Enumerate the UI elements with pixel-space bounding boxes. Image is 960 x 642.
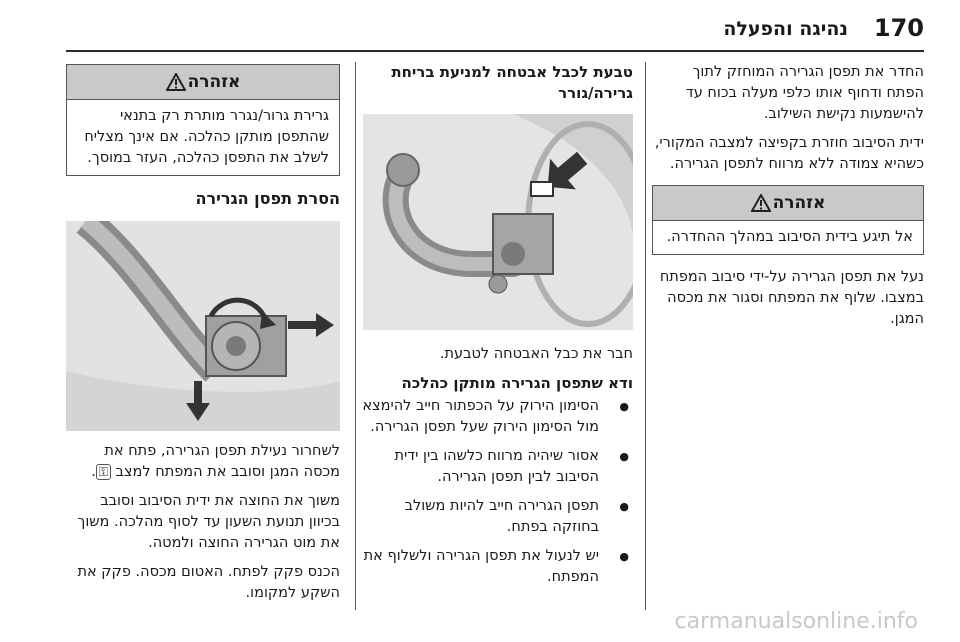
column-divider — [355, 62, 356, 610]
warning-triangle-icon — [166, 73, 186, 91]
middle-column — [361, 62, 633, 596]
lock-instructions: נעל את תפסן הגרירה על-ידי סיבוב המפתח במצבו. שלוף את המפתח וסגור את מכסה המגן. — [659, 269, 924, 327]
insert-instructions: החדר את תפסן הגרירה המוחזק לתוך הפתח ודחוף אותו כלפי מעלה בכוח עד להישמעות נקישת השילוב. — [685, 64, 924, 122]
section-heading: טבעת לכבל אבטחה למניעת בריחת גרירה/גורר — [391, 63, 633, 102]
page-number: 170 — [873, 14, 924, 42]
list-item: ● תפסן הגרירה חייב להיות משולב בחוזקה בפתח. — [361, 496, 633, 538]
left-column — [66, 62, 340, 612]
tow-bar-removal-figure — [66, 221, 340, 431]
warning-title: אזהרה — [187, 71, 241, 92]
warning-triangle-icon — [751, 194, 771, 212]
tow-bar-ring-illustration — [363, 114, 633, 330]
tow-bar-removal-illustration — [66, 221, 340, 431]
section-heading: הסרת תפסן הגרירה — [195, 189, 340, 208]
header-rule — [66, 50, 924, 52]
chapter-title: נהיגה והפעלה — [723, 18, 848, 40]
warning-text: אל תיגע בידית הסיבוב במהלך ההחדרה. — [666, 229, 913, 245]
unlock-text: לשחרור נעילת תפסן הגרירה, פתח את מכסה המגן וסובב את המפתח למצב — [104, 443, 340, 480]
handle-return-note: ידית הסיבוב חוזרת בקפיצה למצבה המקורי, כשהיא צמודה ללא מרווח לתפסן הגרירה. — [654, 135, 924, 172]
list-item: ● אסור שיהיה מרווח כלשהו בין ידית הסיבוב לבין תפסן הגרירה. — [361, 446, 633, 488]
list-item: ● יש לנעול את תפסן הגרירה ולשלוף את המפתח. — [361, 546, 633, 588]
check-heading: ודא שתפסן הגרירה מותקן כהלכה — [401, 374, 633, 392]
removal-instructions: משוך את החוצה את ידית הסיבוב וסובב בכיוון תנועת השעון עד לסוף מהלכה. משוך את מוט הגרירה החוצה ולמטה. — [77, 493, 340, 551]
warning-title: אזהרה — [772, 192, 826, 213]
warning-header — [653, 186, 923, 221]
column-divider — [645, 62, 646, 610]
check-list — [361, 396, 633, 588]
safety-cable-ring-figure — [363, 114, 633, 330]
list-item: ● הסימון הירוק על הכפתור חייב להימצא מול הסימון הירוק שעל תפסן הגרירה. — [361, 396, 633, 438]
warning-box — [652, 185, 924, 255]
warning-header — [67, 65, 339, 100]
unlock-instructions: לשחרור נעילת תפסן הגרירה, פתח את מכסה המגן וסובב את המפתח למצב ⚿. — [91, 443, 340, 480]
warning-text: גרירת גרור/נגרר מותרת רק בתנאי שהתפסן מותקן כהלכה. אם אינך מצליח לשלב את התפסן כהלכה, העזר במוסך. — [84, 108, 329, 166]
figure-caption: חבר את כבל האבטחה לטבעת. — [439, 346, 633, 362]
page-header — [0, 14, 960, 48]
key-icon: ⚿ — [96, 464, 111, 480]
right-column — [652, 62, 924, 338]
watermark: carmanualsonline.info — [674, 609, 918, 634]
warning-box — [66, 64, 340, 176]
plug-instructions: הכנס פקק לפתח. האטום מכסה. פקק את השקע למקומו. — [77, 564, 340, 601]
